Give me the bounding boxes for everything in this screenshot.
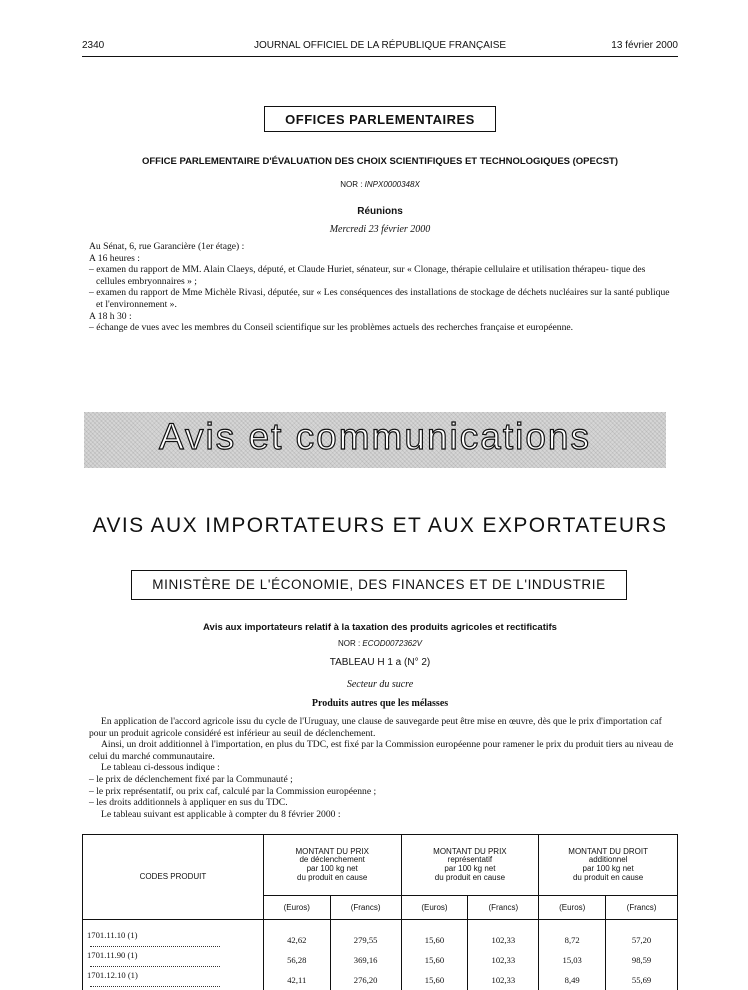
table-row bbox=[83, 950, 678, 970]
cell-code: 1701.12.10 (1) bbox=[83, 970, 264, 990]
office-title: OFFICE PARLEMENTAIRE D'ÉVALUATION DES CHOIX SCIENTIFIQUES ET TECHNOLOGIQUES (OPECST) bbox=[141, 156, 619, 167]
cell-value: 15,60 bbox=[401, 930, 468, 950]
paragraph: – les droits additionnels à appliquer en sus du TDC. bbox=[89, 797, 288, 809]
cell-value: 102,33 bbox=[468, 970, 539, 990]
cell-value: 102,33 bbox=[468, 950, 539, 970]
journal-title: JOURNAL OFFICIEL DE LA RÉPUBLIQUE FRANÇAISE bbox=[253, 40, 507, 51]
cell-value: 279,55 bbox=[330, 930, 401, 950]
agenda-line: – examen du rapport de MM. Alain Claeys, député, et Claude Huriet, sénateur, sur « Clonage, thérapie cellulaire et utilisation thérapeu- tique des cellules embryonnaires » ; bbox=[89, 264, 646, 287]
cell-value: 8,72 bbox=[539, 930, 606, 950]
reunions-heading: Réunions bbox=[357, 206, 403, 217]
header-line: du produit en cause bbox=[434, 872, 506, 882]
nor-label: NOR : bbox=[337, 639, 363, 648]
table-spacer bbox=[83, 920, 678, 931]
page-number: 2340 bbox=[82, 40, 105, 51]
header-line: MONTANT DU DROIT bbox=[568, 846, 648, 856]
cell-value: 8,49 bbox=[539, 970, 606, 990]
cell-value: 276,20 bbox=[330, 970, 401, 990]
avis-importateurs-title: AVIS AUX IMPORTATEURS ET AUX EXPORTATEURS bbox=[92, 514, 668, 537]
header-line: par 100 kg net bbox=[306, 864, 358, 873]
meeting-agenda bbox=[89, 241, 676, 334]
agenda-line: – examen du rapport de Mme Michèle Rivasi, députée, sur « Les conséquences des installations de stockage de déchets nucléaires sur la santé publique et l'environnement ». bbox=[89, 287, 670, 310]
paragraph: – le prix de déclenchement fixé par la Communauté ; bbox=[89, 773, 293, 785]
cell-value: 369,16 bbox=[330, 950, 401, 970]
avis-subtitle: Avis aux importateurs relatif à la taxation des produits agricoles et rectificatifs bbox=[203, 622, 557, 633]
header-line: représentatif bbox=[447, 855, 493, 865]
cell-value: 15,60 bbox=[401, 950, 468, 970]
header-line: du produit en cause bbox=[572, 872, 644, 882]
page-header bbox=[82, 40, 678, 56]
nor-line-1 bbox=[82, 180, 678, 189]
banner-title: Avis et communications bbox=[159, 416, 591, 457]
subheader-cell: (Euros) bbox=[401, 896, 468, 920]
agenda-line: Au Sénat, 6, rue Garancière (1er étage) : bbox=[89, 241, 245, 252]
cell-value: 15,03 bbox=[539, 950, 606, 970]
header-prix-representatif bbox=[401, 835, 539, 896]
cell-code: 1701.11.90 (1) bbox=[83, 950, 264, 970]
subheader-cell: (Euros) bbox=[263, 896, 330, 920]
paragraph: Le tableau suivant est applicable à compter du 8 février 2000 : bbox=[101, 808, 341, 820]
nor-label: NOR : bbox=[340, 180, 365, 189]
header-line: MONTANT DU PRIX bbox=[433, 846, 507, 856]
avis-banner bbox=[84, 412, 666, 468]
header-line: du produit en cause bbox=[297, 872, 368, 882]
nor-code: ECOD0072362V bbox=[362, 639, 423, 648]
header-line: par 100 kg net bbox=[582, 864, 634, 873]
avis-body bbox=[89, 716, 676, 820]
table-row bbox=[83, 970, 678, 990]
paragraph: – le prix représentatif, ou prix caf, calculé par la Commission européenne ; bbox=[89, 785, 377, 797]
header-line: MONTANT DU PRIX bbox=[295, 846, 369, 856]
cell-value: 98,59 bbox=[606, 950, 678, 970]
header-codes-produit: CODES PRODUIT bbox=[83, 835, 264, 920]
issue-date: 13 février 2000 bbox=[611, 40, 678, 51]
cell-value: 42,62 bbox=[263, 930, 330, 950]
cell-value: 42,11 bbox=[263, 970, 330, 990]
ministry-title: MINISTÈRE DE L'ÉCONOMIE, DES FINANCES ET DE L'INDUSTRIE bbox=[152, 577, 606, 592]
subheader-cell: (Francs) bbox=[606, 896, 678, 920]
subheader-cell: (Euros) bbox=[539, 896, 606, 920]
header-line: additionnel bbox=[588, 855, 628, 865]
cell-value: 56,28 bbox=[263, 950, 330, 970]
secteur-title: Secteur du sucre bbox=[346, 679, 414, 690]
paragraph: En application de l'accord agricole issu du cycle de l'Uruguay, une clause de sauvegarde peut être mise en œuvre, dès que le prix d'importation caf pour un produit agricole considéré est inférieur au seuil de déclenchement. bbox=[89, 716, 662, 739]
agenda-line: A 18 h 30 : bbox=[89, 310, 132, 322]
agenda-line: – échange de vues avec les membres du Conseil scientifique sur les problèmes actuels des recherches française et européenne. bbox=[89, 322, 574, 334]
header-droit-additionnel bbox=[539, 835, 678, 896]
agenda-line: A 16 heures : bbox=[89, 252, 140, 264]
subheader-cell: (Francs) bbox=[330, 896, 401, 920]
header-line: de déclenchement bbox=[299, 855, 365, 865]
nor-line-2 bbox=[82, 639, 678, 648]
paragraph: Ainsi, un droit additionnel à l'importation, en plus du TDC, est fixé par la Commission européenne pour ramener le prix du produit tiers au niveau de celui du marché communautaire. bbox=[89, 739, 674, 762]
subheader-cell: (Francs) bbox=[468, 896, 539, 920]
offices-box-title: OFFICES PARLEMENTAIRES bbox=[264, 106, 496, 132]
tableau-title: TABLEAU H 1 a (N° 2) bbox=[329, 657, 431, 668]
cell-value: 102,33 bbox=[468, 930, 539, 950]
cell-value: 15,60 bbox=[401, 970, 468, 990]
cell-value: 55,69 bbox=[606, 970, 678, 990]
table-header-row bbox=[83, 835, 678, 896]
nor-code: INPX0000348X bbox=[364, 180, 420, 189]
produits-title: Produits autres que les mélasses bbox=[311, 698, 449, 709]
ministry-box bbox=[131, 570, 627, 600]
meeting-date: Mercredi 23 février 2000 bbox=[329, 224, 431, 235]
prices-table bbox=[82, 834, 678, 990]
header-rule bbox=[82, 56, 678, 57]
cell-value: 57,20 bbox=[606, 930, 678, 950]
paragraph: Le tableau ci-dessous indique : bbox=[101, 762, 220, 774]
header-prix-declenchement bbox=[263, 835, 401, 896]
cell-code: 1701.11.10 (1) bbox=[83, 930, 264, 950]
header-line: par 100 kg net bbox=[444, 864, 496, 873]
table-row bbox=[83, 930, 678, 950]
